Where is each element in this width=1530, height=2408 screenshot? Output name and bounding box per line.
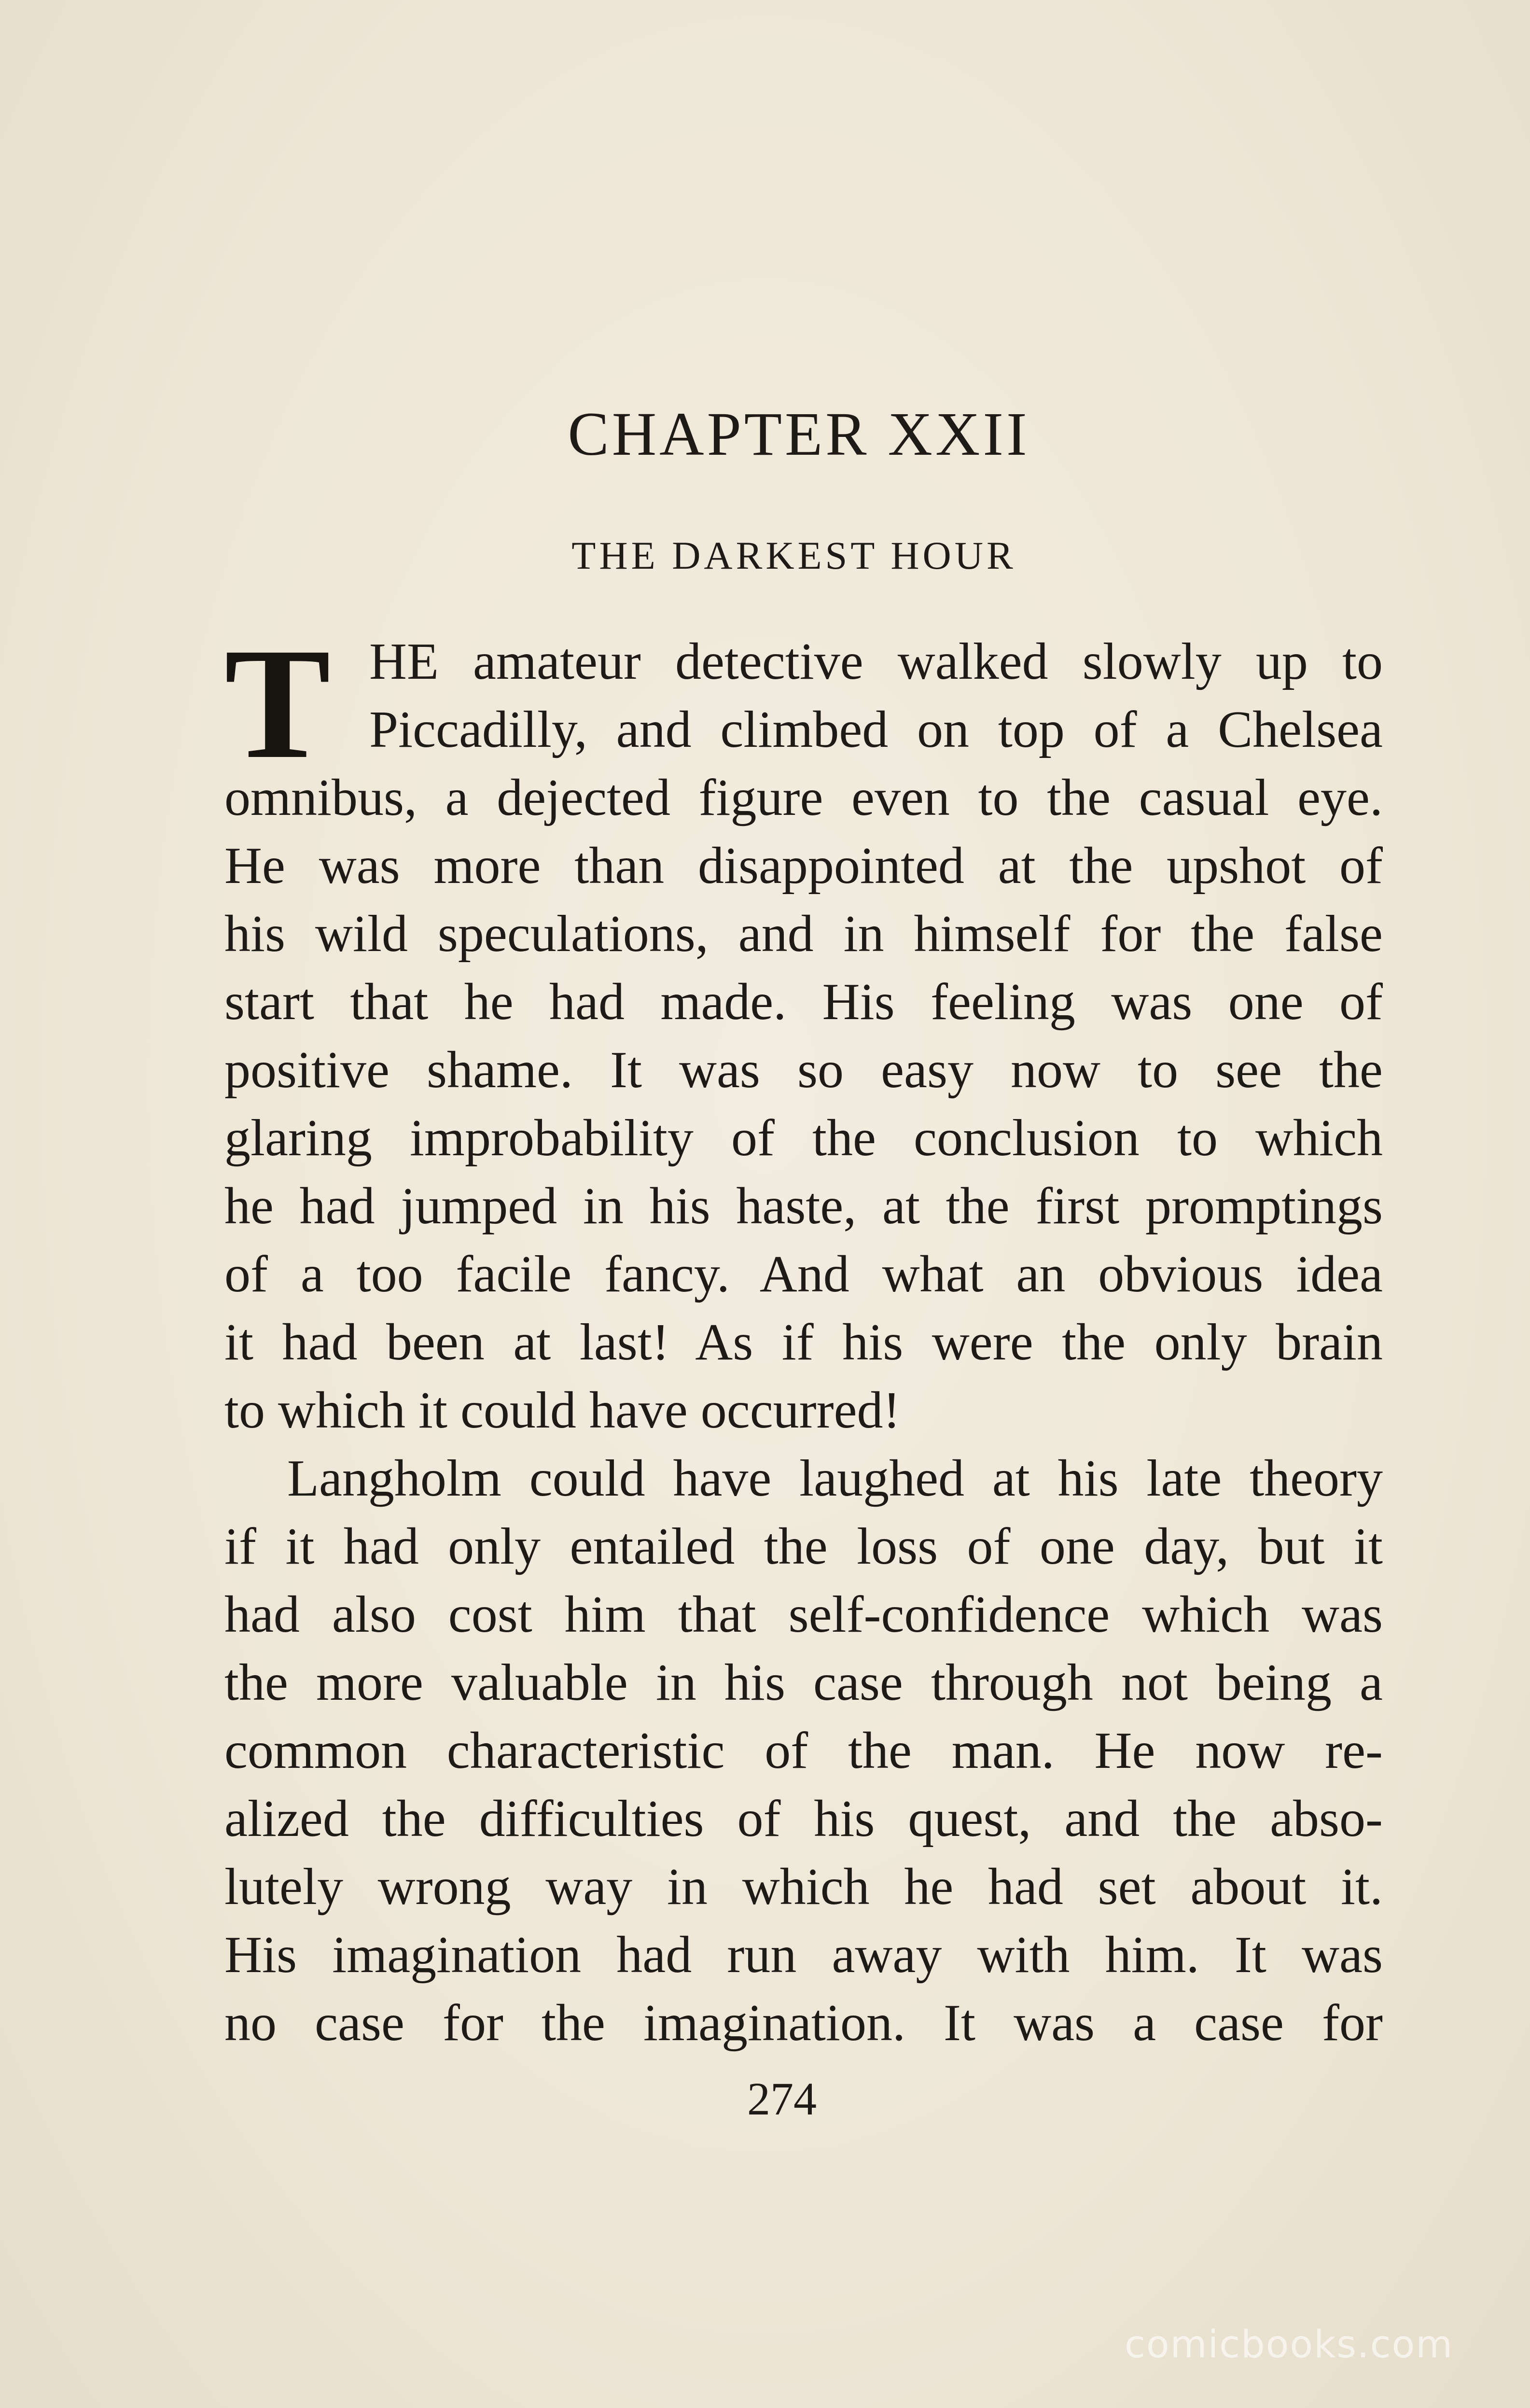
text-line: He was more than disappointed at the upshot of (224, 837, 1383, 895)
text-line: positive shame. It was so easy now to see the (224, 1041, 1383, 1099)
text-line: glaring improbability of the conclusion to which (224, 1109, 1383, 1167)
watermark: comicbooks.com (1125, 2323, 1454, 2366)
text-line: Piccadilly, and climbed on top of a Chelsea (369, 701, 1383, 758)
text-line: he had jumped in his haste, at the first promptings (224, 1177, 1383, 1235)
text-line: had also cost him that self-confidence which was (224, 1586, 1383, 1643)
text-line: start that he had made. His feeling was one of (224, 973, 1383, 1031)
text-line: no case for the imagination. It was a case for (224, 1994, 1383, 2052)
text-line: Langholm could have laughed at his late theory (287, 1450, 1383, 1507)
chapter-subtitle: THE DARKEST HOUR (571, 533, 1016, 577)
text-line: to which it could have occurred! (224, 1382, 901, 1439)
text-line: his wild speculations, and in himself for the false (224, 905, 1383, 963)
body-text (224, 616, 1383, 2057)
text-line: of a too facile fancy. And what an obvious idea (224, 1246, 1383, 1303)
text-line: alized the difficulties of his quest, and the abso- (224, 1790, 1383, 1848)
text-line: lutely wrong way in which he had set about it. (224, 1858, 1383, 1916)
text-line: it had been at last! As if his were the only brain (224, 1314, 1383, 1371)
text-line: if it had only entailed the loss of one day, but it (224, 1518, 1383, 1575)
text-line: omnibus, a dejected figure even to the casual eye. (224, 769, 1383, 826)
drop-cap: T (224, 616, 331, 792)
text-line: HE amateur detective walked slowly up to (369, 633, 1383, 690)
text-line: the more valuable in his case through not being a (224, 1654, 1383, 1711)
text-line: His imagination had run away with him. It was (224, 1926, 1383, 1984)
text-line: common characteristic of the man. He now re- (224, 1722, 1383, 1779)
chapter-title: CHAPTER XXII (568, 400, 1030, 468)
page-number: 274 (747, 2073, 817, 2125)
